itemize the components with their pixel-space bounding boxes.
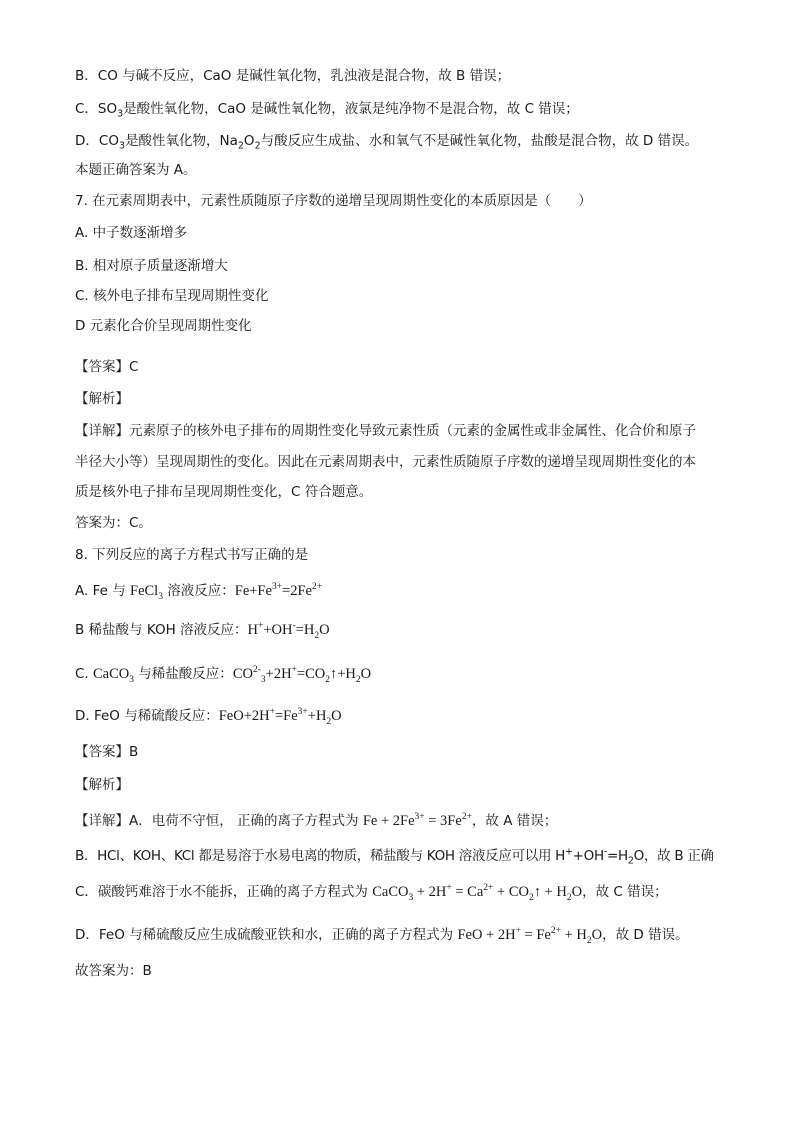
analysis-7-heading (75, 389, 129, 409)
text: =H (607, 848, 628, 864)
text: 溶液反应： (162, 583, 235, 599)
subscript: 3 (118, 140, 125, 152)
text: 是酸性氧化物，Na (125, 133, 238, 149)
text: =H (295, 622, 315, 638)
text: 【解析】 (75, 777, 129, 793)
subscript: 2 (528, 892, 534, 903)
text: ，故 C 错误； (582, 884, 668, 900)
text: ，故 A 错误； (471, 813, 558, 829)
subscript: 3 (408, 892, 414, 903)
text: Fe + 2Fe (362, 813, 415, 829)
subscript: 2 (355, 674, 361, 685)
text: ，故 D 错误。 (602, 927, 689, 943)
subscript: 3 (129, 674, 135, 685)
superscript: 3+ (414, 812, 425, 823)
question-7-option-b (75, 256, 228, 276)
question-7 (75, 191, 592, 211)
text: = Ca (451, 884, 484, 900)
text: +H (307, 708, 327, 724)
explanation-line-c (75, 99, 579, 119)
text: D．CO (75, 133, 119, 149)
text: 【解析】 (75, 391, 129, 407)
equation (363, 813, 472, 829)
detail-7-line-2 (75, 452, 696, 472)
question-7-option-a (75, 223, 187, 243)
text: 与酸反应生成盐、水和氧气不是碱性氧化物，盐酸是混合物，故 D 错误。 (260, 133, 699, 149)
answer-summary-6 (75, 160, 197, 180)
text: O (319, 622, 330, 638)
answer-7 (75, 357, 138, 377)
text: C. (75, 666, 94, 682)
text: + H (560, 927, 587, 943)
detail-8-line-d (75, 925, 689, 945)
text: H (247, 622, 259, 638)
detail-8-line-c (75, 882, 668, 902)
formula (130, 583, 163, 602)
text: D．FeO 与稀硫酸反应生成硫酸亚铁和水，正确的离子方程式为 (75, 927, 458, 943)
text: FeO+2H (218, 708, 270, 724)
superscript: + (269, 707, 275, 718)
superscript: + (446, 883, 452, 894)
text: O (360, 666, 372, 682)
superscript: + (291, 665, 297, 676)
question-8-option-c (75, 664, 371, 684)
superscript: + (258, 621, 264, 632)
question-8-option-a (75, 581, 322, 601)
superscript: 2+ (550, 926, 561, 937)
subscript: 2 (325, 674, 330, 685)
text: O (591, 927, 603, 943)
subscript: 3 (117, 108, 124, 120)
answer-8 (75, 742, 138, 762)
text: + CO (493, 884, 529, 900)
text: =CO (296, 666, 326, 682)
text: ↑ + H (533, 884, 567, 900)
superscript: 3+ (297, 707, 308, 718)
subscript: 2 (586, 935, 592, 946)
question-8 (75, 545, 308, 565)
text: C．碳酸钙难溶于水不能拆，正确的离子方程式为 (75, 884, 373, 900)
text: 质是核外电子排布呈现周期性变化，C 符合题意。 (75, 484, 373, 500)
equation (457, 926, 603, 946)
text: 【答案】B (75, 744, 139, 760)
text: CaCO (372, 884, 409, 900)
answer-summary-8 (75, 961, 152, 981)
text: A. 中子数逐渐增多 (75, 225, 188, 241)
text: 故答案为：B (75, 963, 152, 979)
equation (372, 883, 583, 903)
text: +OH (572, 848, 604, 864)
question-8-option-b (75, 620, 330, 640)
subscript: 2 (237, 140, 244, 152)
text: + 2H (413, 884, 447, 900)
text: 【详解】元素原子的核外电子排布的周期性变化导致元素性质（元素的金属性或非金属性、化合价和原子 (75, 423, 696, 439)
text: C. 核外电子排布呈现周期性变化 (75, 288, 269, 304)
superscript: 2+ (483, 883, 494, 894)
text: 半径大小等）呈现周期性的变化。因此在元素周期表中，元素性质随原子序数的递增呈现周期性变化的本 (75, 454, 696, 470)
text: =Fe (274, 708, 298, 724)
text: B. 相对原子质量逐渐增大 (75, 258, 228, 274)
subscript: 2 (314, 630, 320, 641)
text: 是酸性氧化物，CaO 是碱性氧化物，液氯是纯净物不是混合物，故 C 错误； (123, 101, 579, 117)
text: 8. 下列反应的离子方程式书写正确的是 (75, 547, 309, 563)
detail-8-line-b (75, 846, 714, 866)
text: =2Fe (282, 583, 312, 599)
superscript: - (603, 846, 607, 858)
text: 【答案】C (75, 359, 139, 375)
question-7-option-d (75, 316, 252, 336)
text: 7. 在元素周期表中，元素性质随原子序数的递增呈现周期性变化的本质原因是（ ） (75, 193, 592, 209)
text: O (571, 884, 583, 900)
answer-summary-7 (75, 513, 152, 533)
text: D 元素化合价呈现周期性变化 (75, 318, 252, 334)
text: D. FeO 与稀硫酸反应： (75, 708, 219, 724)
text: O (331, 708, 342, 724)
subscript: 2 (326, 716, 332, 727)
text: B．HCl、KOH、KCl 都是易溶于水易电离的物质，稀盐酸与 KOH 溶液反应可以用 H (75, 848, 565, 864)
text: +OH (263, 622, 293, 638)
text: 与稀盐酸反应： (134, 666, 233, 682)
superscript: 2- (252, 665, 261, 676)
text: 本题正确答案为 A。 (75, 162, 197, 178)
subscript: 3 (260, 674, 266, 685)
text: CaCO (93, 666, 130, 682)
text: O，故 B 正确 (633, 848, 714, 864)
equation (235, 583, 322, 599)
detail-8-line-a (75, 811, 557, 831)
subscript: 2 (566, 892, 572, 903)
analysis-8-heading (75, 775, 129, 795)
question-7-option-c (75, 286, 269, 306)
text: B 稀盐酸与 KOH 溶液反应： (75, 622, 248, 638)
superscript: + (515, 926, 521, 937)
text: FeCl (130, 583, 159, 599)
detail-7-line-3 (75, 482, 372, 502)
explanation-line-b (75, 66, 510, 86)
text: = Fe (520, 927, 551, 943)
equation (218, 707, 342, 727)
superscript: 2+ (311, 582, 323, 593)
text: Fe+Fe (234, 583, 272, 599)
text: ↑+H (329, 666, 356, 682)
text: +2H (265, 666, 292, 682)
equation (247, 621, 330, 641)
subscript: 2 (254, 140, 261, 152)
text: CO (232, 666, 253, 682)
text: 【详解】A．电荷不守恒， 正确的离子方程式为 (75, 813, 363, 829)
superscript: 2+ (461, 812, 472, 823)
text: C．SO (75, 101, 118, 117)
subscript: 3 (158, 591, 163, 602)
text: = 3Fe (424, 813, 462, 829)
explanation-line-d (75, 131, 698, 151)
text: B．CO 与碱不反应，CaO 是碱性氧化物，乳浊液是混合物，故 B 错误； (75, 68, 511, 84)
subscript: 2 (627, 855, 634, 867)
equation (232, 665, 372, 685)
text: A. Fe 与 (75, 583, 130, 599)
detail-7-line-1 (75, 421, 696, 441)
superscript: 3+ (271, 582, 283, 593)
formula (93, 666, 135, 685)
superscript: - (292, 621, 296, 632)
superscript: + (564, 846, 573, 858)
text: FeO + 2H (457, 927, 516, 943)
text: O (243, 133, 255, 149)
text: 答案为：C。 (75, 515, 152, 531)
question-8-option-d (75, 706, 342, 726)
